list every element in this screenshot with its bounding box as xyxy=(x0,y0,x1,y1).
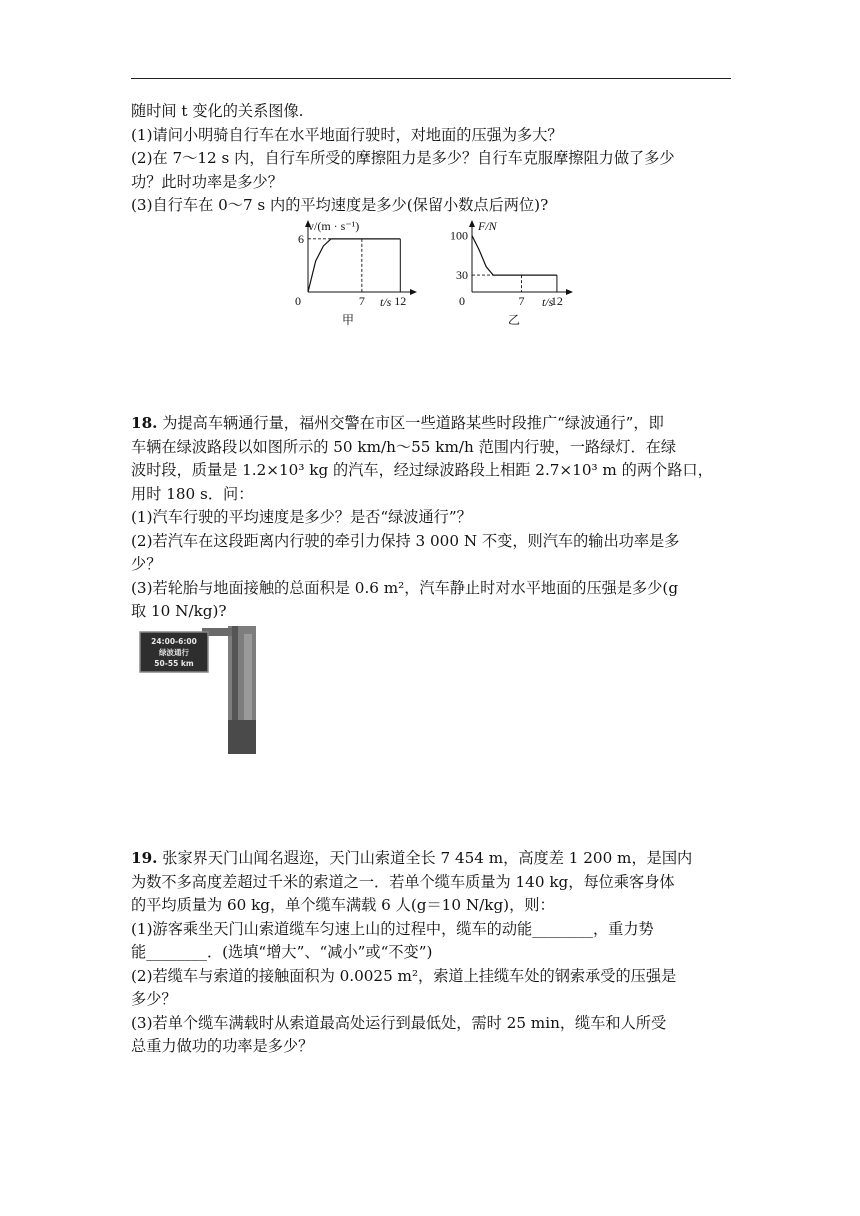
text-line: 功？此时功率是多少？ xyxy=(131,172,283,191)
y-axis-label: v/(m · s⁻¹) xyxy=(308,219,360,233)
question-number: 19. xyxy=(131,849,158,867)
guide-lines xyxy=(472,275,557,292)
x-tick-label: 12 xyxy=(394,294,407,308)
sign-line: 24:00-6:00 xyxy=(151,637,197,646)
text-line: (2)若汽车在这段距离内行驶的牵引力保持 3 000 N 不变，则汽车的输出功率是多 xyxy=(131,531,680,550)
header-rule xyxy=(131,78,731,79)
text-line: 波时段，质量是 1.2×10³ kg 的汽车，经过绿波路段上相距 2.7×10³ m 的两个路口， xyxy=(131,461,713,479)
y-axis-arrow xyxy=(469,220,475,227)
x-axis-label: t/s xyxy=(542,295,554,309)
y-tick-label: 6 xyxy=(298,231,304,246)
text-line: 能________．(选填“增大”、“减小”或“不变”) xyxy=(131,943,433,961)
x-tick-label: 0 xyxy=(295,294,301,308)
series-line xyxy=(472,236,557,275)
sign-line: 绿波通行 xyxy=(159,648,189,657)
text-line: (2)在 7～12 s 内，自行车所受的摩擦阻力是多少？自行车克服摩擦阻力做了多少 xyxy=(131,149,675,167)
text-span: 为提高车辆通行量，福州交警在市区一些道路某些时段推广“绿波通行”，即 xyxy=(157,414,664,432)
series-line xyxy=(308,239,400,292)
x-tick-label: 7 xyxy=(358,294,365,308)
y-tick-label: 30 xyxy=(456,268,468,283)
text-line: (3)若轮胎与地面接触的总面积是 0.6 m²，汽车静止时对水平地面的压强是多少(g xyxy=(131,578,679,597)
text-line xyxy=(131,412,731,436)
text-line: (1)游客乘坐天门山索道缆车匀速上山的过程中，缆车的动能________，重力势 xyxy=(131,919,654,938)
text-line: (2)若缆车与索道的接触面积为 0.0025 m²，索道上挂缆车处的钢索承受的压强是 xyxy=(131,966,677,985)
text-line: (3)若单个缆车满载时从索道最高处运行到最低处，需时 25 min，缆车和人所受 xyxy=(131,1013,667,1032)
text-span: 张家界天门山闻名遐迩，天门山索道全长 7 454 m，高度差 1 200 m，是国内 xyxy=(157,849,693,867)
y-tick-label: 100 xyxy=(450,228,468,243)
x-axis-arrow xyxy=(410,289,417,295)
text-line: 总重力做功的功率是多少？ xyxy=(131,1037,314,1055)
sign-line: 50-55 km xyxy=(154,659,194,668)
text-line: 取 10 N/kg)? xyxy=(131,602,227,620)
chart-caption: 甲 xyxy=(342,313,355,327)
text-line: (3)自行车在 0～7 s 内的平均速度是多少(保留小数点后两位)? xyxy=(131,196,549,214)
text-line: (1)汽车行驶的平均速度是多少？是否“绿波通行”？ xyxy=(131,508,472,526)
x-axis-label: t/s xyxy=(380,295,392,309)
text-line: 车辆在绿波路段以如图所示的 50 km/h～55 km/h 范围内行驶，一路绿灯．在绿 xyxy=(131,437,677,456)
x-tick-label: 0 xyxy=(459,294,465,308)
question-number: 18. xyxy=(131,414,158,432)
text-line: 的平均质量为 60 kg，单个缆车满载 6 人(g＝10 N/kg)，则： xyxy=(131,896,555,914)
chart-caption: 乙 xyxy=(508,313,521,327)
text-line: 随时间 t 变化的关系图像. xyxy=(131,102,304,120)
x-tick-label: 7 xyxy=(518,294,525,308)
force-time-chart xyxy=(446,216,576,328)
text-line: 用时 180 s．问： xyxy=(131,484,254,503)
question-17-continuation xyxy=(131,100,731,218)
text-line: 少？ xyxy=(131,555,162,573)
question-18 xyxy=(131,412,731,624)
text-line: 为数不多高度差超过千米的索道之一．若单个缆车质量为 140 kg，每位乘客身体 xyxy=(131,872,675,891)
text-line: (1)请问小明骑自行车在水平地面行驶时，对地面的压强为多大？ xyxy=(131,125,563,144)
y-axis-label: F/N xyxy=(478,219,497,233)
x-axis-arrow xyxy=(566,289,573,295)
text-line xyxy=(131,847,731,871)
x-tick-label: 12 xyxy=(550,294,563,308)
question-19 xyxy=(131,847,731,1059)
text-line: 多少？ xyxy=(131,990,177,1008)
velocity-time-chart xyxy=(288,216,423,328)
green-wave-sign-photo xyxy=(136,624,258,754)
guide-lines xyxy=(308,239,400,292)
